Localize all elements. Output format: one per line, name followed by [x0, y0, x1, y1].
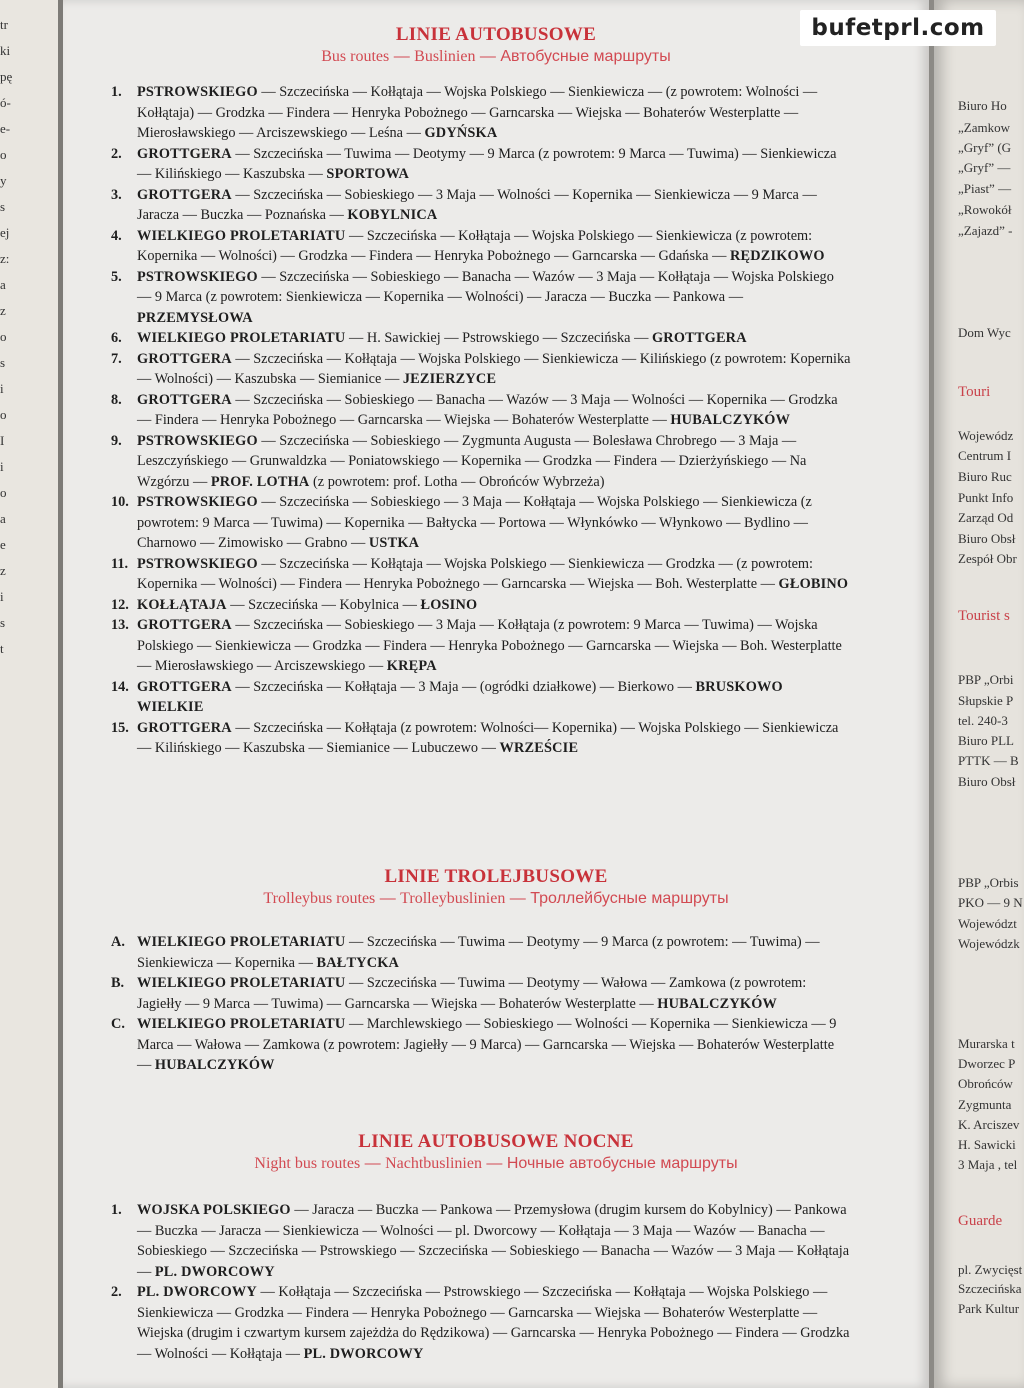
left-fragment: t: [0, 641, 4, 656]
bus-route: [111, 615, 851, 677]
route-streets: — Marchlewskiego — Sobieskiego — Wolności — Kopernika — Sienkiewicza — 9 Marca — Wałowa — Zamkowa (z powrotem: Jagiełły — 9 Marca) — Garncarska — Wiejska — Bohaterów Westerplatte —: [137, 1016, 837, 1073]
main-page: [63, 0, 929, 1388]
route-terminal: PSTROWSKIEGO: [137, 84, 258, 100]
night-routes-list: [111, 1200, 851, 1364]
route-number: 2.: [111, 1284, 122, 1300]
right-fragment: Tourist s: [958, 608, 1010, 624]
left-fragment: i: [0, 381, 4, 396]
night-section-header: [63, 1131, 929, 1173]
right-fragment: Touri: [958, 384, 991, 400]
right-fragment: Słupskie P: [958, 693, 1014, 708]
left-fragment: o: [0, 329, 7, 344]
right-fragment: 3 Maja , tel: [958, 1157, 1018, 1172]
route-streets: — Szczecińska — Sobieskiego — 3 Maja — Kołłątaja — Wojska Polskiego — Sienkiewicza (z powrotem: 9 Marca — Tuwima) — Kopernika — Bałtycka — Portowa — Włynkówko — Włynkowo — Bydlino — Charnowo — Zimowisko — Grabno —: [137, 494, 812, 551]
route-terminal: PL. DWORCOWY: [137, 1284, 257, 1300]
route-number: 6.: [111, 330, 122, 346]
trolley-section-header: [63, 866, 929, 908]
route-terminal: GROTTGERA: [137, 719, 232, 736]
route-terminal: HUBALCZYKÓW: [670, 412, 791, 428]
left-fragment: tr: [0, 17, 8, 32]
left-fragment: ki: [0, 43, 11, 58]
left-fragment: o: [0, 147, 7, 162]
bus-section-subtitle: Bus routes — Buslinien — Автобусные маршруты: [321, 48, 671, 65]
route-streets: — Szczecińska — Sobieskiego — 3 Maja — Kołłątaja (z powrotem: 9 Marca — Tuwima) — Wojska Polskiego — Sienkiewicza — Grodzka — Findera — Henryka Pobożnego — Garncarska — Wiejska — Boh. Westerplatte — Mierosławskiego — Arciszewskiego —: [137, 617, 842, 674]
route-terminal: WIELKIEGO PROLETARIATU: [137, 975, 346, 991]
right-fragment: Dworzec P: [958, 1056, 1016, 1071]
bus-route: [111, 492, 851, 554]
left-fragment: s: [0, 355, 6, 370]
trolley-route: [111, 932, 851, 973]
route-terminal: PSTROWSKIEGO: [137, 555, 258, 572]
bus-route: [111, 185, 851, 226]
route-streets: — Szczecińska — Tuwima — Deotymy — 9 Marca (z powrotem: — Tuwima) — Sienkiewicza — Kopernika —: [137, 934, 820, 971]
right-page-strip: [934, 0, 1024, 1388]
bus-route: [111, 431, 851, 493]
route-terminal: SPORTOWA: [326, 166, 410, 182]
right-fragment: PKO — 9 N: [958, 895, 1023, 910]
route-number: 2.: [111, 145, 122, 162]
route-terminal: GDYŃSKA: [424, 125, 498, 141]
route-number: A.: [111, 934, 125, 950]
route-terminal: GROTTGERA: [137, 678, 232, 695]
route-streets: — Szczecińska — Sobieskiego — 3 Maja — Wolności — Kopernika — Sienkiewicza — 9 Marca — Jaracza — Buczka — Poznańska —: [137, 186, 817, 223]
bus-route: [111, 328, 851, 349]
right-fragment: „Zamkow: [958, 120, 1010, 135]
left-fragment: o: [0, 485, 7, 500]
right-fragment: Biuro Obsł: [958, 531, 1016, 546]
right-fragment: Zespół Obr: [958, 551, 1017, 566]
bus-route: [111, 595, 851, 616]
left-fragment: ó-: [0, 95, 11, 110]
trolley-routes-list: [111, 932, 851, 1076]
route-terminal: GROTTGERA: [137, 617, 232, 633]
route-number: 3.: [111, 186, 122, 203]
route-terminal: WRZEŚCIE: [499, 740, 579, 756]
right-fragment: Centrum I: [958, 448, 1012, 463]
route-terminal: GROTTGERA: [651, 330, 747, 346]
left-fragment: e-: [0, 121, 11, 136]
right-fragment: „Piast” —: [958, 181, 1012, 196]
route-number: 4.: [111, 227, 122, 244]
route-terminal: RĘDZIKOWO: [729, 248, 825, 264]
right-fragment: „Gryf” (G: [958, 140, 1012, 155]
right-fragment: H. Sawicki: [958, 1137, 1016, 1152]
route-number: 13.: [111, 617, 129, 633]
route-streets: (z powrotem: prof. Lotha — Obrońców Wybrzeża): [309, 473, 605, 490]
right-fragment: Biuro PLL: [958, 733, 1014, 748]
left-fragment: s: [0, 615, 6, 630]
route-number: 14.: [111, 678, 129, 695]
route-terminal: PRZEMYSŁOWA: [137, 309, 253, 326]
route-streets: — H. Sawickiej — Pstrowskiego — Szczecińska —: [345, 330, 652, 346]
trolley-section-subtitle: Trolleybus routes — Trolleybuslinien — Троллейбусные маршруты: [263, 890, 729, 907]
left-fragment: I: [0, 433, 5, 448]
route-streets: — Szczecińska — Kołłątaja — Wojska Polskiego — Sienkiewicza — (z powrotem: Wolności — Kołłątaja) — Grodzka — Findera — Henryka Pobożnego — Garncarska — Wiejska — Bohaterów Westerplatte — Mierosławskiego — Arciszewskiego — Leśna —: [137, 84, 818, 141]
route-terminal: KRĘPA: [386, 658, 437, 674]
night-section-title: LINIE AUTOBUSOWE NOCNE: [358, 1131, 634, 1152]
right-fragment: PTTK — B: [958, 753, 1019, 768]
route-number: 9.: [111, 432, 122, 449]
route-terminal: GROTTGERA: [137, 186, 232, 203]
right-fragment: Punkt Info: [958, 490, 1014, 505]
left-fragment: a: [0, 277, 6, 292]
route-terminal: WIELKIEGO PROLETARIATU: [137, 227, 346, 244]
left-fragment: ej: [0, 225, 10, 240]
right-fragment: Biuro Ho: [958, 98, 1007, 113]
left-fragment: i: [0, 589, 4, 604]
route-terminal: PSTROWSKIEGO: [137, 268, 258, 285]
right-fragment: pl. Zwycięst: [958, 1262, 1023, 1277]
left-fragment: e: [0, 537, 6, 552]
trolley-section-title: LINIE TROLEJBUSOWE: [384, 866, 608, 887]
route-number: 8.: [111, 391, 122, 408]
route-number: 7.: [111, 350, 122, 367]
route-streets: — Szczecińska — Sobieskiego — Banacha — Wazów — 3 Maja — Wolności — Kopernika — Grodzka — Findera — Henryka Pobożnego — Garncarska — Wiejska — Bohaterów Westerplatte —: [137, 391, 838, 428]
night-section-subtitle: Night bus routes — Nachtbuslinien — Ночные автобусные маршруты: [254, 1155, 738, 1172]
right-fragment: Szczecińska: [958, 1281, 1022, 1296]
route-terminal: KOŁŁĄTAJA: [137, 596, 227, 613]
route-streets: — Szczecińska — Tuwima — Deotymy — Wałowa — Zamkowa (z powrotem: Jagiełły — 9 Marca — Tuwima) — Garncarska — Wiejska — Bohaterów Westerplatte —: [137, 975, 807, 1012]
right-fragment: Województ: [958, 916, 1017, 931]
route-streets: — Szczecińska — Kołłątaja — Wojska Polskiego — Sienkiewicza — Grodzka — (z powrotem: Kopernika — Wolności) — Findera — Henryka Pobożnego — Garncarska — Wiejska — Boh. Westerplatte —: [137, 555, 814, 592]
right-fragment: Obrońców: [958, 1076, 1013, 1091]
route-streets: — Szczecińska — Kołłątaja — 3 Maja — (ogródki działkowe) — Bierkowo —: [231, 678, 696, 695]
route-number: B.: [111, 975, 125, 991]
bus-route: [111, 144, 851, 185]
route-streets: — Szczecińska — Sobieskiego — Banacha — Wazów — 3 Maja — Kołłątaja — Wojska Polskiego — 9 Marca (z powrotem: Sienkiewicza — Kopernika — Wolności) — Jaracza — Buczka — Pankowa —: [137, 268, 834, 305]
right-fragment: tel. 240-3: [958, 713, 1008, 728]
right-fragment: Zarząd Od: [958, 510, 1014, 525]
route-terminal: PL. DWORCOWY: [303, 1345, 424, 1362]
right-fragment: K. Arciszev: [958, 1117, 1020, 1132]
route-terminal: GROTTGERA: [137, 391, 232, 408]
left-fragment: o: [0, 407, 7, 422]
route-streets: — Szczecińska — Kobylnica —: [226, 596, 421, 613]
route-terminal: USTKA: [368, 535, 420, 551]
right-fragment: Zygmunta: [958, 1097, 1012, 1112]
bus-route: [111, 267, 851, 329]
right-fragment: Dom Wyc: [958, 325, 1011, 340]
bus-route: [111, 390, 851, 431]
bus-route: [111, 82, 851, 144]
route-number: 15.: [111, 719, 129, 736]
right-fragment: Wojewódzk: [958, 936, 1020, 951]
bus-route: [111, 718, 851, 759]
left-fragment: a: [0, 511, 6, 526]
left-fragment: z: [0, 563, 6, 578]
left-fragment: z: [0, 303, 6, 318]
left-fragment: i: [0, 459, 4, 474]
route-terminal: GROTTGERA: [137, 145, 232, 162]
route-number: 1.: [111, 84, 122, 100]
route-number: 1.: [111, 1202, 122, 1218]
left-page-strip: [0, 0, 58, 1388]
route-terminal: HUBALCZYKÓW: [154, 1057, 275, 1073]
route-terminal: BAŁTYCKA: [316, 954, 400, 971]
route-terminal: PROF. LOTHA: [210, 473, 310, 490]
right-fragment: PBP „Orbi: [958, 672, 1014, 687]
route-terminal: WOJSKA POLSKIEGO: [137, 1202, 291, 1218]
left-fragment: z:: [0, 251, 10, 266]
bus-routes-list: [111, 82, 851, 759]
route-number: 11.: [111, 555, 129, 572]
route-terminal: JEZIERZYCE: [402, 371, 497, 387]
left-fragment: s: [0, 199, 6, 214]
right-fragment: Biuro Ruc: [958, 469, 1012, 484]
bus-route: [111, 677, 851, 718]
trolley-route: [111, 973, 851, 1014]
route-streets: — Jaracza — Buczka — Pankowa — Przemysłowa (drugim kursem do Kobylnicy) — Pankowa — Buczka — Jaracza — Sienkiewicza — Wolności — pl. Dworcowy — Kołłątaja — 3 Maja — Wazów — Banacha — Sobieskiego — Szczecińska — Pstrowskiego — Szczecińska — Sobieskiego — Banacha — Wazów — 3 Maja — Kołłątaja —: [137, 1202, 850, 1280]
left-fragment: y: [0, 173, 7, 188]
night-route: [111, 1200, 851, 1282]
watermark: bufetprl.com: [800, 10, 996, 46]
route-streets: — Szczecińska — Kołłątaja (z powrotem: Wolności— Kopernika) — Wojska Polskiego — Sienkiewicza — Kilińskiego — Kaszubska — Siemianice — Lubuczewo —: [137, 719, 839, 756]
bus-route: [111, 349, 851, 390]
right-fragment: „Rowokół: [958, 202, 1012, 217]
route-terminal: WIELKIEGO PROLETARIATU: [137, 330, 346, 346]
right-fragment: „Zajazd” -: [958, 223, 1013, 238]
route-streets: — Kołłątaja — Szczecińska — Pstrowskiego — Szczecińska — Kołłątaja — Wojska Polskiego — Sienkiewicza — Grodzka — Findera — Henryka Pobożnego — Garncarska — Wiejska — Bohaterów Westerplatte — Wiejska (drugim i czwartym kursem zajeżdża do Rędzikowa) — Garncarska — Henryka Pobożnego — Findera — Grodzka — Wolności — Kołłątaja —: [137, 1284, 850, 1362]
route-streets: — Szczecińska — Tuwima — Deotymy — 9 Marca (z powrotem: 9 Marca — Tuwima) — Sienkiewicza — Kilińskiego — Kaszubska —: [137, 145, 837, 182]
route-terminal: PSTROWSKIEGO: [137, 432, 258, 449]
route-terminal: PL. DWORCOWY: [154, 1263, 275, 1280]
bus-route: [111, 554, 851, 595]
right-fragment: Wojewódz: [958, 428, 1014, 443]
route-terminal: GŁOBINO: [778, 576, 849, 592]
right-fragment: Biuro Obsł: [958, 774, 1016, 789]
right-fragment: „Gryf” —: [958, 160, 1011, 175]
trolley-route: [111, 1014, 851, 1076]
right-fragment: Park Kultur: [958, 1301, 1020, 1316]
night-route: [111, 1282, 851, 1364]
route-terminal: HUBALCZYKÓW: [657, 995, 778, 1012]
route-terminal: KOBYLNICA: [347, 207, 438, 223]
route-terminal: BRUSKOWO WIELKIE: [137, 678, 783, 715]
bus-section-title: LINIE AUTOBUSOWE: [395, 24, 597, 45]
route-terminal: PSTROWSKIEGO: [137, 494, 258, 510]
left-fragment: pę: [0, 69, 13, 84]
route-terminal: GROTTGERA: [137, 350, 232, 367]
right-fragment: Guarde: [958, 1213, 1003, 1229]
route-terminal: WIELKIEGO PROLETARIATU: [137, 1016, 346, 1032]
route-streets: — Szczecińska — Sobieskiego — Zygmunta Augusta — Bolesława Chrobrego — 3 Maja — Leszczyńskiego — Grunwaldzka — Poniatowskiego — Kopernika — Grodzka — Findera — Dzierżyńskiego — Na Wzgórzu —: [137, 432, 807, 490]
route-terminal: WIELKIEGO PROLETARIATU: [137, 934, 346, 950]
route-terminal: ŁOSINO: [420, 596, 478, 613]
route-number: 5.: [111, 268, 122, 285]
route-number: C.: [111, 1016, 125, 1032]
right-fragment: PBP „Orbis: [958, 875, 1019, 890]
route-streets: — Szczecińska — Kołłątaja — Wojska Polskiego — Sienkiewicza — Kilińskiego (z powrotem: Kopernika — Wolności) — Kaszubska — Siemianice —: [137, 350, 851, 387]
right-fragment: Murarska t: [958, 1036, 1015, 1051]
route-number: 10.: [111, 494, 129, 510]
bus-route: [111, 226, 851, 267]
route-streets: — Szczecińska — Kołłątaja — Wojska Polskiego — Sienkiewicza (z powrotem: Kopernika — Wolności) — Grodzka — Findera — Henryka Pobożnego — Garncarska — Gdańska —: [137, 227, 813, 264]
route-number: 12.: [111, 596, 129, 613]
